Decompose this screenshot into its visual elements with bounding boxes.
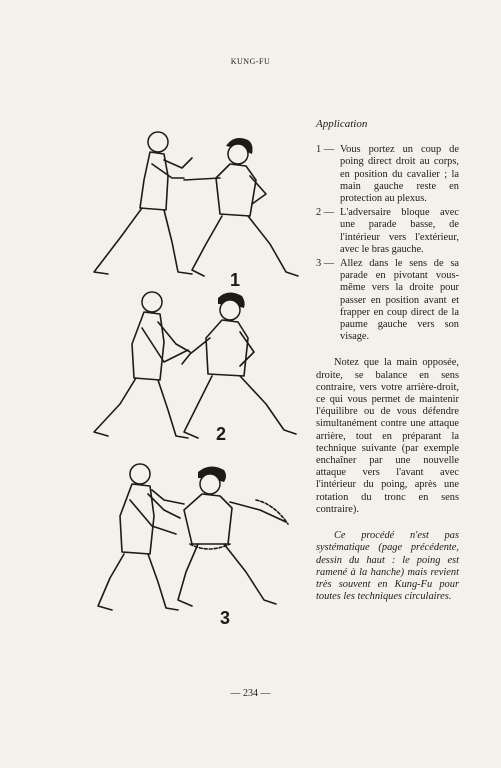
figure-2-number: 2 bbox=[216, 424, 227, 444]
step-text: L'adversaire bloque avec une parade basse, de l'intérieur vers l'extérieur, avec le bras gauche. bbox=[340, 207, 459, 255]
step-item bbox=[316, 207, 459, 256]
note-paragraph: Ce procédé n'est pas systématique (page précédente, dessin du haut : le poing est ramené à la hanche) mais revient très souvent en Kung-Fu pour toutes les techniques circulaires. bbox=[316, 530, 459, 603]
running-head: KUNG-FU bbox=[230, 57, 271, 66]
figure-1-drawing bbox=[94, 132, 298, 290]
figure-3-number: 3 bbox=[220, 608, 231, 628]
step-text: Allez dans le sens de sa parade en pivotant vous-même vers la droite pour passer en position avant et frapper en coup direct de la paume gauche vers son visage. bbox=[340, 258, 459, 343]
illustration-column bbox=[80, 120, 320, 640]
step-number: 2 — bbox=[316, 207, 335, 219]
step-text: Vous portez un coup de poing direct droit au corps, en position du cavalier ; la main gauche reste en protection au plexus. bbox=[340, 144, 459, 205]
section-title: Application bbox=[316, 118, 368, 130]
fighters-illustration bbox=[80, 120, 320, 640]
page-number: — 234 — bbox=[230, 688, 271, 699]
steps-list bbox=[316, 144, 459, 343]
figure-1-number: 1 bbox=[230, 270, 241, 290]
figure-2-drawing bbox=[94, 292, 296, 444]
step-number: 3 — bbox=[316, 258, 335, 270]
figure-3-drawing bbox=[98, 464, 288, 628]
step-item bbox=[316, 258, 459, 343]
body-paragraph: Notez que la main opposée, droite, se balance en sens contraire, vers votre arrière-droit, ce qui vous permet de maintenir l'équilibre ou de vous défendre simultanément contre une attaque arrière, tout en préparant la technique suivante (par exemple enchaîner par une nouvelle attaque vers l'avant avec l'intérieur du poing, après une rotation du tronc en sens contraire). bbox=[316, 357, 459, 515]
step-item bbox=[316, 144, 459, 205]
step-number: 1 — bbox=[316, 144, 335, 156]
text-column bbox=[316, 118, 459, 603]
